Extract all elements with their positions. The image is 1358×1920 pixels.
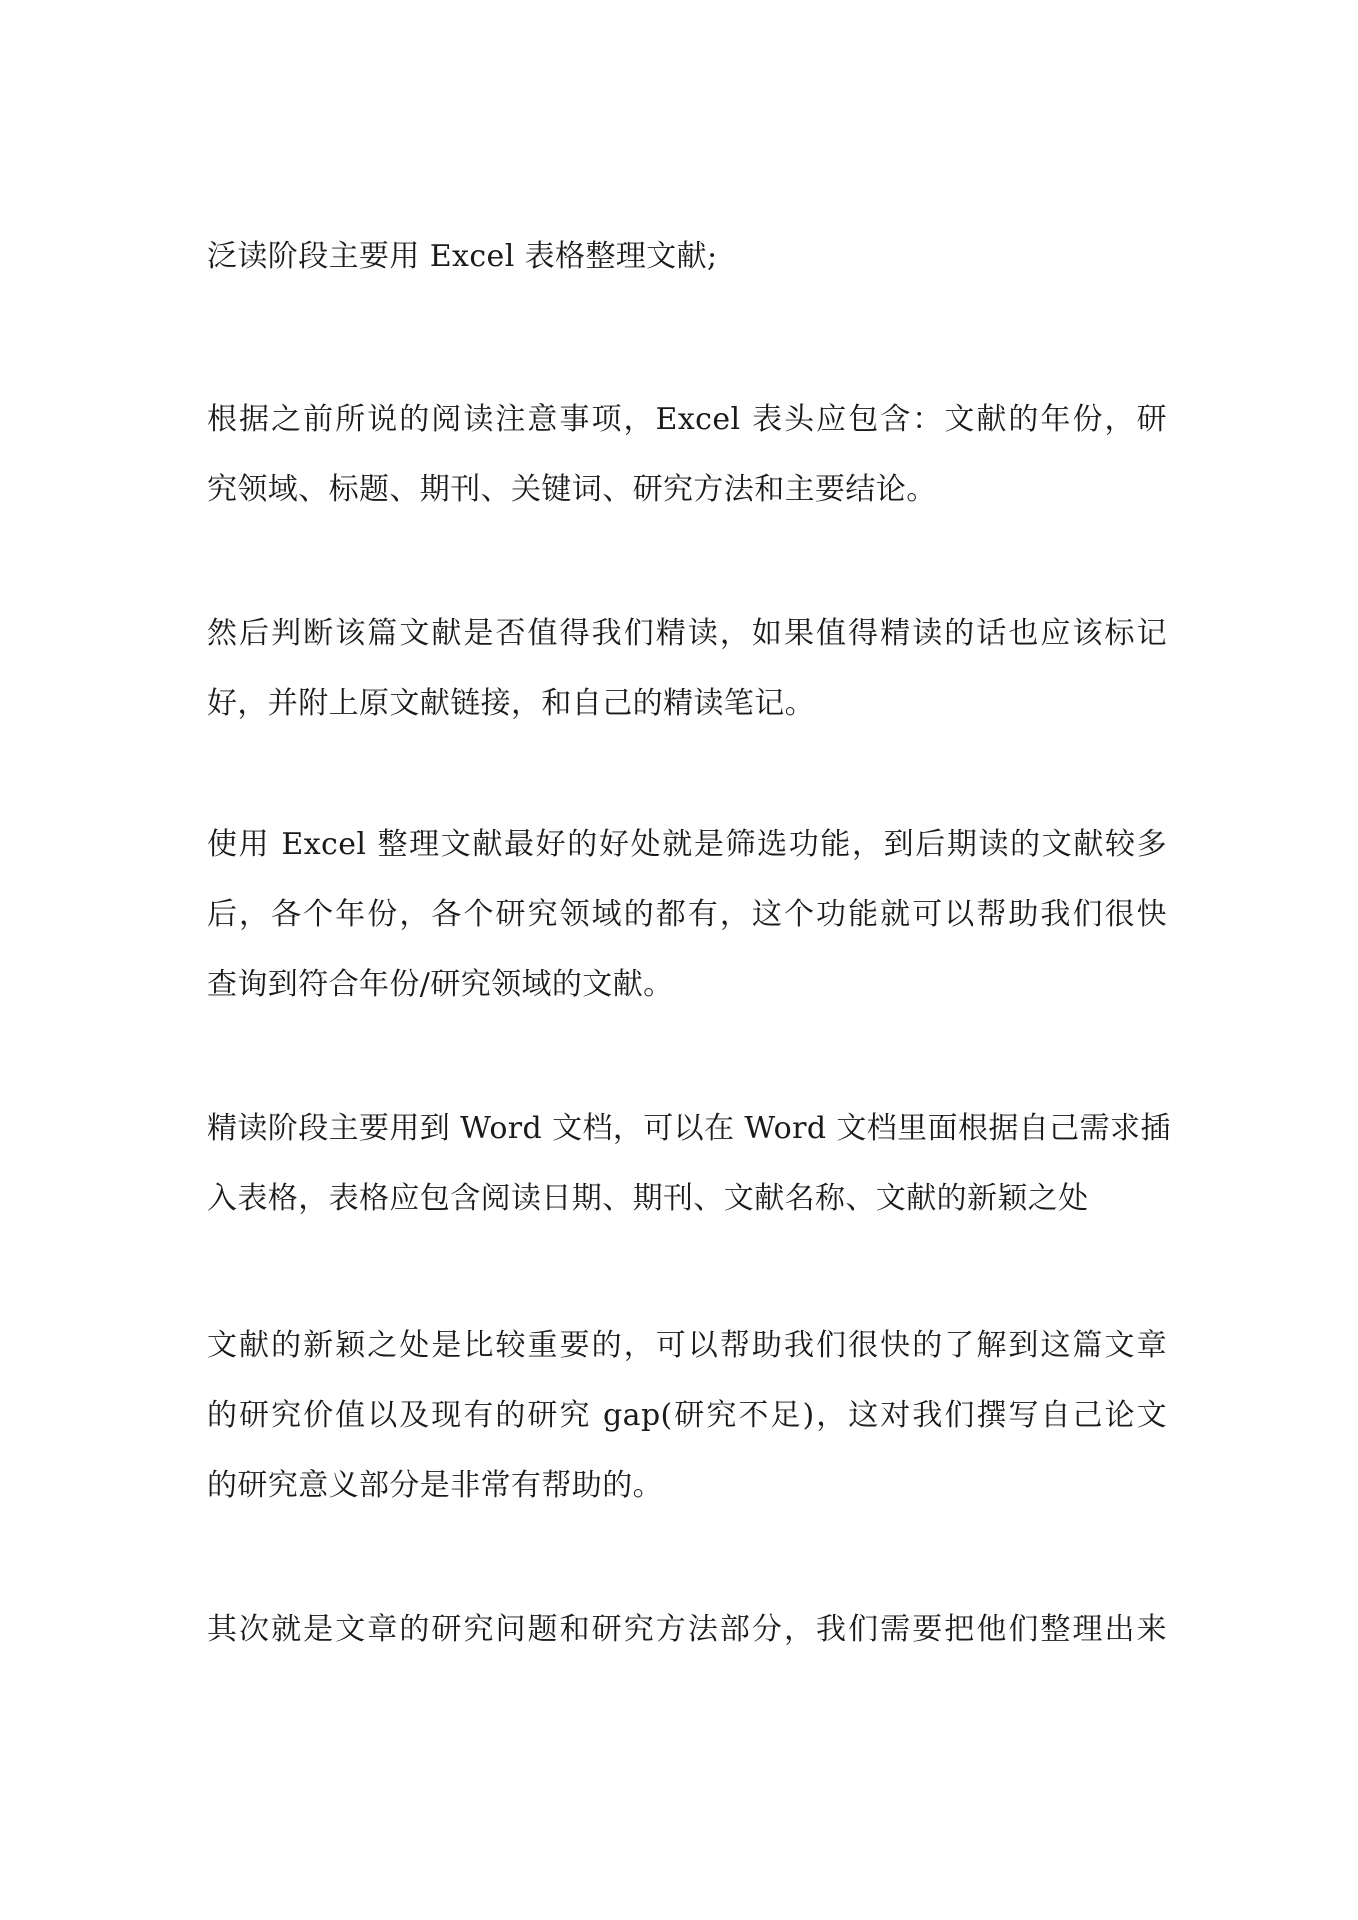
paragraph-1 bbox=[207, 222, 1167, 292]
paragraph-5 bbox=[207, 1094, 1171, 1234]
paragraph-4 bbox=[207, 810, 1167, 1020]
paragraph-line: 后，各个年份，各个研究领域的都有，这个功能就可以帮助我们很快 bbox=[207, 897, 1167, 932]
paragraph-line: 精读阶段主要用到 Word 文档，可以在 Word 文档里面根据自己需求插 bbox=[207, 1111, 1171, 1146]
paragraph-line: 泛读阶段主要用 Excel 表格整理文献; bbox=[207, 239, 718, 274]
paragraph-2 bbox=[207, 385, 1167, 525]
paragraph-6 bbox=[207, 1311, 1167, 1521]
paragraph-line: 好，并附上原文献链接，和自己的精读笔记。 bbox=[207, 686, 815, 721]
paragraph-line: 其次就是文章的研究问题和研究方法部分，我们需要把他们整理出来 bbox=[207, 1612, 1167, 1647]
paragraph-line: 使用 Excel 整理文献最好的好处就是筛选功能，到后期读的文献较多 bbox=[207, 827, 1167, 862]
paragraph-line: 究领域、标题、期刊、关键词、研究方法和主要结论。 bbox=[207, 472, 937, 507]
paragraph-line: 查询到符合年份/研究领域的文献。 bbox=[207, 967, 674, 1002]
paragraph-line: 的研究意义部分是非常有帮助的。 bbox=[207, 1468, 663, 1503]
paragraph-7 bbox=[207, 1595, 1167, 1665]
paragraph-line: 的研究价值以及现有的研究 gap(研究不足)，这对我们撰写自己论文 bbox=[207, 1398, 1167, 1433]
paragraph-line: 然后判断该篇文献是否值得我们精读，如果值得精读的话也应该标记 bbox=[207, 616, 1167, 651]
paragraph-3 bbox=[207, 599, 1167, 739]
paragraph-line: 入表格，表格应包含阅读日期、期刊、文献名称、文献的新颖之处 bbox=[207, 1181, 1089, 1216]
paragraph-line: 文献的新颖之处是比较重要的，可以帮助我们很快的了解到这篇文章 bbox=[207, 1328, 1167, 1363]
paragraph-line: 根据之前所说的阅读注意事项，Excel 表头应包含：文献的年份，研 bbox=[207, 402, 1167, 437]
